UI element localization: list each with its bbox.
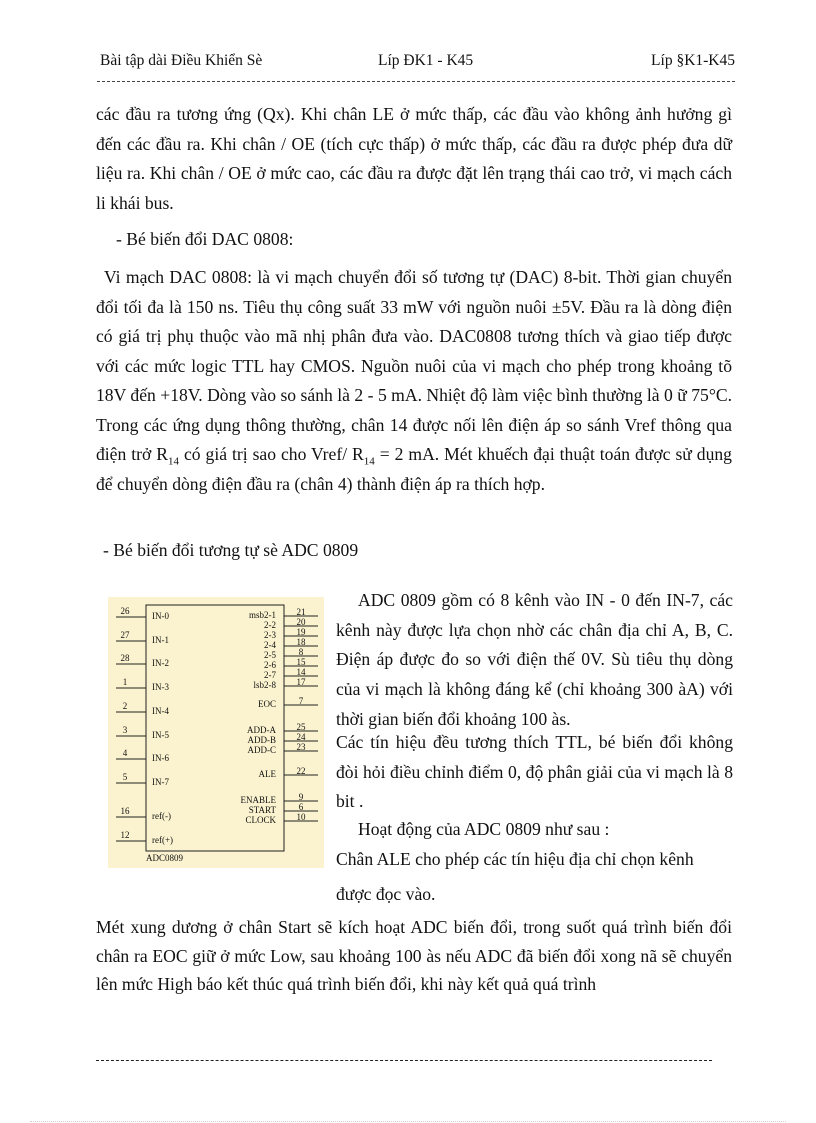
pin-label-ale: ALE [258, 769, 276, 779]
pin-number-2: 2 [122, 701, 128, 711]
subscript-14b: 14 [363, 455, 375, 468]
pin-label-add-b: ADD-B [247, 735, 276, 745]
pin-number-23: 23 [296, 742, 306, 752]
pin-number-10: 10 [296, 812, 306, 822]
pin-number-26: 26 [120, 606, 130, 616]
pin-label-2-2: 2-2 [264, 620, 276, 630]
pin-label-in-0: IN-0 [152, 611, 169, 621]
dac-text-part3: = 2 mA. Mét khuếch đại thuật toán được sử dụng để chuyển dòng điện đầu ra (chân 4) thành điện áp ra thích hợp. [96, 444, 732, 494]
pin-number-9: 9 [298, 792, 304, 802]
pin-number-12: 12 [120, 830, 130, 840]
pin-label-in-7: IN-7 [152, 777, 169, 787]
pin-number-3: 3 [122, 725, 128, 735]
pin-label-in-4: IN-4 [152, 706, 169, 716]
pin-number-5: 5 [122, 772, 128, 782]
pin-label-add-c: ADD-C [247, 745, 276, 755]
pin-number-22: 22 [296, 766, 306, 776]
adc0809-pinout-figure [108, 597, 324, 868]
pin-label-ref(-): ref(-) [152, 811, 171, 821]
pin-label-2-3: 2-3 [264, 630, 276, 640]
pin-label-2-5: 2-5 [264, 650, 276, 660]
pin-label-2-6: 2-6 [264, 660, 276, 670]
header-course-title: Bài tập dài Điều Khiển Sè [100, 52, 263, 69]
dac-text-part1: Vi mạch DAC 0808: là vi mạch chuyển đổi số tương tự (DAC) 8-bit. Thời gian chuyển đổi tối đa là 150 ns. Tiêu thụ công suất 33 mW với nguồn nuôi ±5V. Đầu ra là dòng điện có giá trị phụ thuộc vào mã nhị phân đưa vào. DAC0808 tương thích và giao tiếp được với các mức logic TTL hay CMOS. Nguồn nuôi của vi mạch cho phép trong khoảng tõ 18V đến +18V. Dòng vào so sánh là 2 - 5 mA. Nhiệt độ làm việc bình thường là 0 ữ 75°C. Trong các ứng dụng thông thường, chân 14 được nối lên điện áp so sánh Vref thông qua điện trở R [96, 267, 732, 464]
pin-number-27: 27 [120, 630, 130, 640]
pin-label-eoc: EOC [258, 699, 276, 709]
pin-number-20: 20 [296, 617, 306, 627]
header-class: Líp ĐK1 - K45 [378, 52, 474, 69]
pin-number-18: 18 [296, 637, 306, 647]
paragraph-dac0808 [96, 263, 732, 499]
pin-label-2-4: 2-4 [264, 640, 276, 650]
pin-label-lsb2-8: lsb2-8 [253, 680, 276, 690]
chip-name-label: ADC0809 [146, 853, 184, 863]
page-edge-line [30, 1121, 786, 1122]
subscript-14: 14 [168, 455, 179, 468]
pin-label-start: START [248, 805, 276, 815]
paragraph-adc-intro: ADC 0809 gồm có 8 kênh vào IN - 0 đến IN-7, các kênh này được lựa chọn nhờ các chân địa chỉ A, B, C. Điện áp được đo so với điện thế 0V. Sù tiêu thụ dòng của vi mạch là không đáng kể (chỉ khoảng 300 àA) với thời gian biến đổi khoảng 100 às. [336, 590, 733, 729]
pin-number-28: 28 [120, 653, 130, 663]
header-class-right: Líp §K1-K45 [651, 52, 735, 69]
heading-dac0808: - Bé biến đổi DAC 0808: [116, 229, 294, 249]
adc0809-chip-diagram [108, 597, 324, 868]
pin-number-4: 4 [122, 748, 128, 758]
pin-number-25: 25 [296, 722, 306, 732]
pin-label-in-3: IN-3 [152, 682, 169, 692]
pin-label-in-6: IN-6 [152, 753, 169, 763]
pin-label-msb2-1: msb2-1 [249, 610, 276, 620]
pin-label-ref(+): ref(+) [152, 835, 174, 845]
pin-number-17: 17 [296, 677, 306, 687]
paragraph-latch-outputs: các đầu ra tương ứng (Qx). Khi chân LE ở mức thấp, các đầu vào không ảnh hưởng gì đến các đầu ra. Khi chân / OE (tích cực thấp) ở mức thấp, các đầu ra được phép đưa dữ liệu ra. Khi chân / OE ở mức cao, các đầu ra được đặt lên trạng thái cao trở, vi mạch cách li khái bus. [96, 104, 732, 213]
pin-label-add-a: ADD-A [247, 725, 276, 735]
pin-number-19: 19 [296, 627, 306, 637]
pin-label-in-2: IN-2 [152, 658, 169, 668]
header-divider [97, 81, 735, 82]
paragraph-adc-operation: Hoạt động của ADC 0809 như sau : [358, 819, 610, 839]
pin-number-6: 6 [298, 802, 304, 812]
pin-label-enable: ENABLE [240, 795, 276, 805]
pin-label-2-7: 2-7 [264, 670, 276, 680]
dac-text-part2: có giá trị sao cho Vref/ R [179, 444, 364, 464]
pin-number-7: 7 [298, 696, 304, 706]
pin-number-21: 21 [296, 607, 306, 617]
footer-divider [96, 1060, 712, 1061]
pin-number-24: 24 [296, 732, 306, 742]
paragraph-ale: Chân ALE cho phép các tín hiệu địa chỉ chọn kênh được đọc vào. [336, 849, 694, 904]
pin-label-in-5: IN-5 [152, 730, 169, 740]
paragraph-start-pulse: Mét xung dương ở chân Start sẽ kích hoạt ADC biến đổi, trong suốt quá trình biến đổi chân ra EOC giữ ở mức Low, sau khoảng 100 às nếu ADC đã biến đổi xong nã sẽ chuyển lên mức High báo kết thúc quá trình biến đổi, khi này kết quả quá trình [96, 917, 732, 994]
pin-number-14: 14 [296, 667, 306, 677]
pin-number-1: 1 [122, 677, 128, 687]
heading-adc0809: - Bé biến đổi tương tự sè ADC 0809 [103, 540, 359, 560]
pin-number-15: 15 [296, 657, 306, 667]
pin-label-in-1: IN-1 [152, 635, 169, 645]
pin-number-16: 16 [120, 806, 130, 816]
pin-number-8: 8 [298, 647, 304, 657]
paragraph-adc-ttl: Các tín hiệu đều tương thích TTL, bé biến đổi không đòi hỏi điều chỉnh điểm 0, độ phân giải của vi mạch là 8 bit . [336, 732, 733, 811]
pin-label-clock: CLOCK [245, 815, 276, 825]
